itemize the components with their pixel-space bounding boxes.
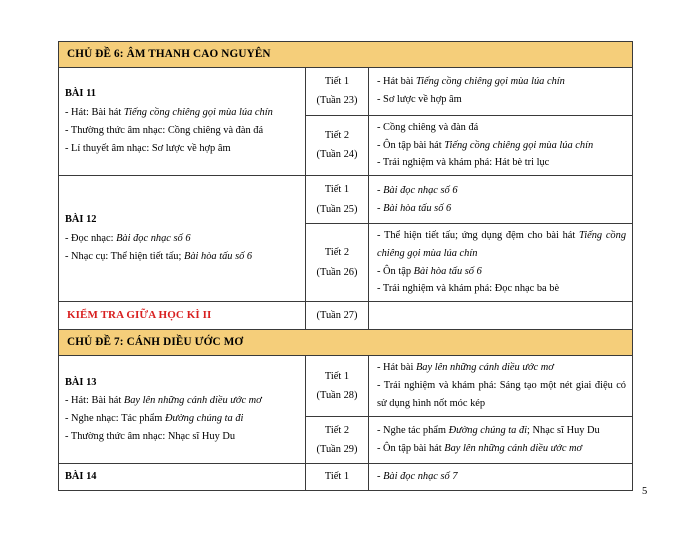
content-line: - Ôn tập Bài hòa tấu số 6	[377, 265, 482, 277]
table-row-midterm	[59, 302, 633, 330]
content-line: - Trải nghiệm và khám phá: Hát bè tri lục	[377, 157, 550, 169]
lesson-12-period-1-label	[306, 176, 369, 224]
lesson-14-period-1-label	[306, 464, 369, 491]
lesson-11-item-1: - Hát: Bài hát Tiếng cồng chiêng gọi mùa lúa chín	[65, 107, 273, 119]
lesson-13-item-2: - Nghe nhạc: Tác phẩm Đường chúng ta đi	[65, 413, 244, 425]
page-number: 5	[642, 486, 648, 497]
content-line: - Ôn tập bài hát Bay lên những cánh diều ước mơ	[377, 443, 583, 455]
lesson-11-description-cell	[59, 68, 306, 176]
theme-header-7: CHỦ ĐỀ 7: CÁNH DIỀU ƯỚC MƠ	[59, 330, 633, 356]
period-number: Tiết 1	[324, 471, 350, 483]
table-row	[59, 464, 633, 491]
period-number: Tiết 1	[324, 184, 350, 196]
period-week: (Tuần 24)	[316, 149, 358, 161]
content-line: - Thể hiện tiết tấu; ứng dụng đệm cho bài hát Tiếng cồng chiêng gọi mùa lúa chín	[377, 229, 627, 259]
lesson-11-period-1-content	[369, 68, 633, 116]
table-row	[59, 176, 633, 224]
lesson-12-title: BÀI 12	[65, 214, 97, 226]
lesson-14-description-cell	[59, 464, 306, 491]
period-week: (Tuần 28)	[316, 390, 358, 402]
lesson-13-period-2-label	[306, 416, 369, 464]
period-week: (Tuần 25)	[316, 203, 358, 215]
lesson-12-description-cell	[59, 176, 306, 302]
content-line: - Sơ lược về hợp âm	[377, 94, 462, 106]
period-number: Tiết 1	[324, 370, 350, 382]
lesson-12-item-2: - Nhạc cụ: Thể hiện tiết tấu; Bài hòa tấu số 6	[65, 251, 253, 263]
content-line: - Ôn tập bài hát Tiếng cồng chiêng gọi mùa lúa chín	[377, 139, 594, 151]
curriculum-table	[58, 41, 633, 491]
lesson-11-period-2-label	[306, 115, 369, 176]
content-line: - Hát bài Tiếng cồng chiêng gọi mùa lúa chín	[377, 76, 565, 88]
content-line: - Bài đọc nhạc số 7	[377, 471, 458, 483]
period-week: (Tuần 23)	[316, 95, 358, 107]
lesson-13-item-3: - Thường thức âm nhạc: Nhạc sĩ Huy Du	[65, 431, 236, 443]
lesson-13-item-1: - Hát: Bài hát Bay lên những cánh diều ước mơ	[65, 395, 262, 407]
content-line: - Bài hòa tấu số 6	[377, 202, 452, 214]
lesson-11-item-3: - Lí thuyết âm nhạc: Sơ lược về hợp âm	[65, 143, 231, 155]
lesson-12-period-1-content	[369, 176, 633, 224]
theme-header-6: CHỦ ĐỀ 6: ÂM THANH CAO NGUYÊN	[59, 42, 633, 68]
lesson-11-period-2-content	[369, 115, 633, 176]
period-number: Tiết 2	[324, 130, 350, 142]
period-number: Tiết 2	[324, 247, 350, 259]
content-line: - Nghe tác phẩm Đường chúng ta đi; Nhạc sĩ Huy Du	[377, 425, 600, 437]
content-line: - Cồng chiêng và đàn đá	[377, 121, 479, 133]
midterm-week: (Tuần 27)	[306, 302, 369, 330]
lesson-14-period-1-content	[369, 464, 633, 491]
content-line: - Trải nghiệm và khám phá: Sáng tạo một nét giai điệu có sử dụng hình nốt móc kép	[377, 380, 627, 410]
lesson-12-period-2-label	[306, 223, 369, 302]
lesson-11-item-2: - Thường thức âm nhạc: Cồng chiêng và đàn đá	[65, 125, 264, 137]
period-number: Tiết 2	[324, 424, 350, 436]
lesson-12-item-1: - Đọc nhạc: Bài đọc nhạc số 6	[65, 233, 191, 245]
content-line: - Bài đọc nhạc số 6	[377, 184, 458, 196]
lesson-11-period-1-label	[306, 68, 369, 116]
lesson-12-period-2-content	[369, 223, 633, 302]
lesson-13-title: BÀI 13	[65, 376, 97, 388]
period-number: Tiết 1	[324, 76, 350, 88]
table-row	[59, 68, 633, 116]
lesson-13-period-2-content	[369, 416, 633, 464]
lesson-11-title: BÀI 11	[65, 88, 96, 100]
period-week: (Tuần 26)	[316, 266, 358, 278]
table-row-theme6-header	[59, 42, 633, 68]
midterm-content	[369, 302, 633, 330]
content-line: - Hát bài Bay lên những cánh diều ước mơ	[377, 362, 554, 374]
midterm-title: KIỂM TRA GIỮA HỌC KÌ II	[59, 302, 306, 330]
period-week: (Tuần 29)	[316, 444, 358, 456]
table-row-theme7-header	[59, 330, 633, 356]
lesson-14-title: BÀI 14	[65, 470, 97, 482]
content-line: - Trải nghiệm và khám phá: Đọc nhạc ba bè	[377, 283, 560, 295]
lesson-13-period-1-content	[369, 356, 633, 417]
lesson-13-description-cell	[59, 356, 306, 464]
lesson-13-period-1-label	[306, 356, 369, 417]
table-row	[59, 356, 633, 417]
